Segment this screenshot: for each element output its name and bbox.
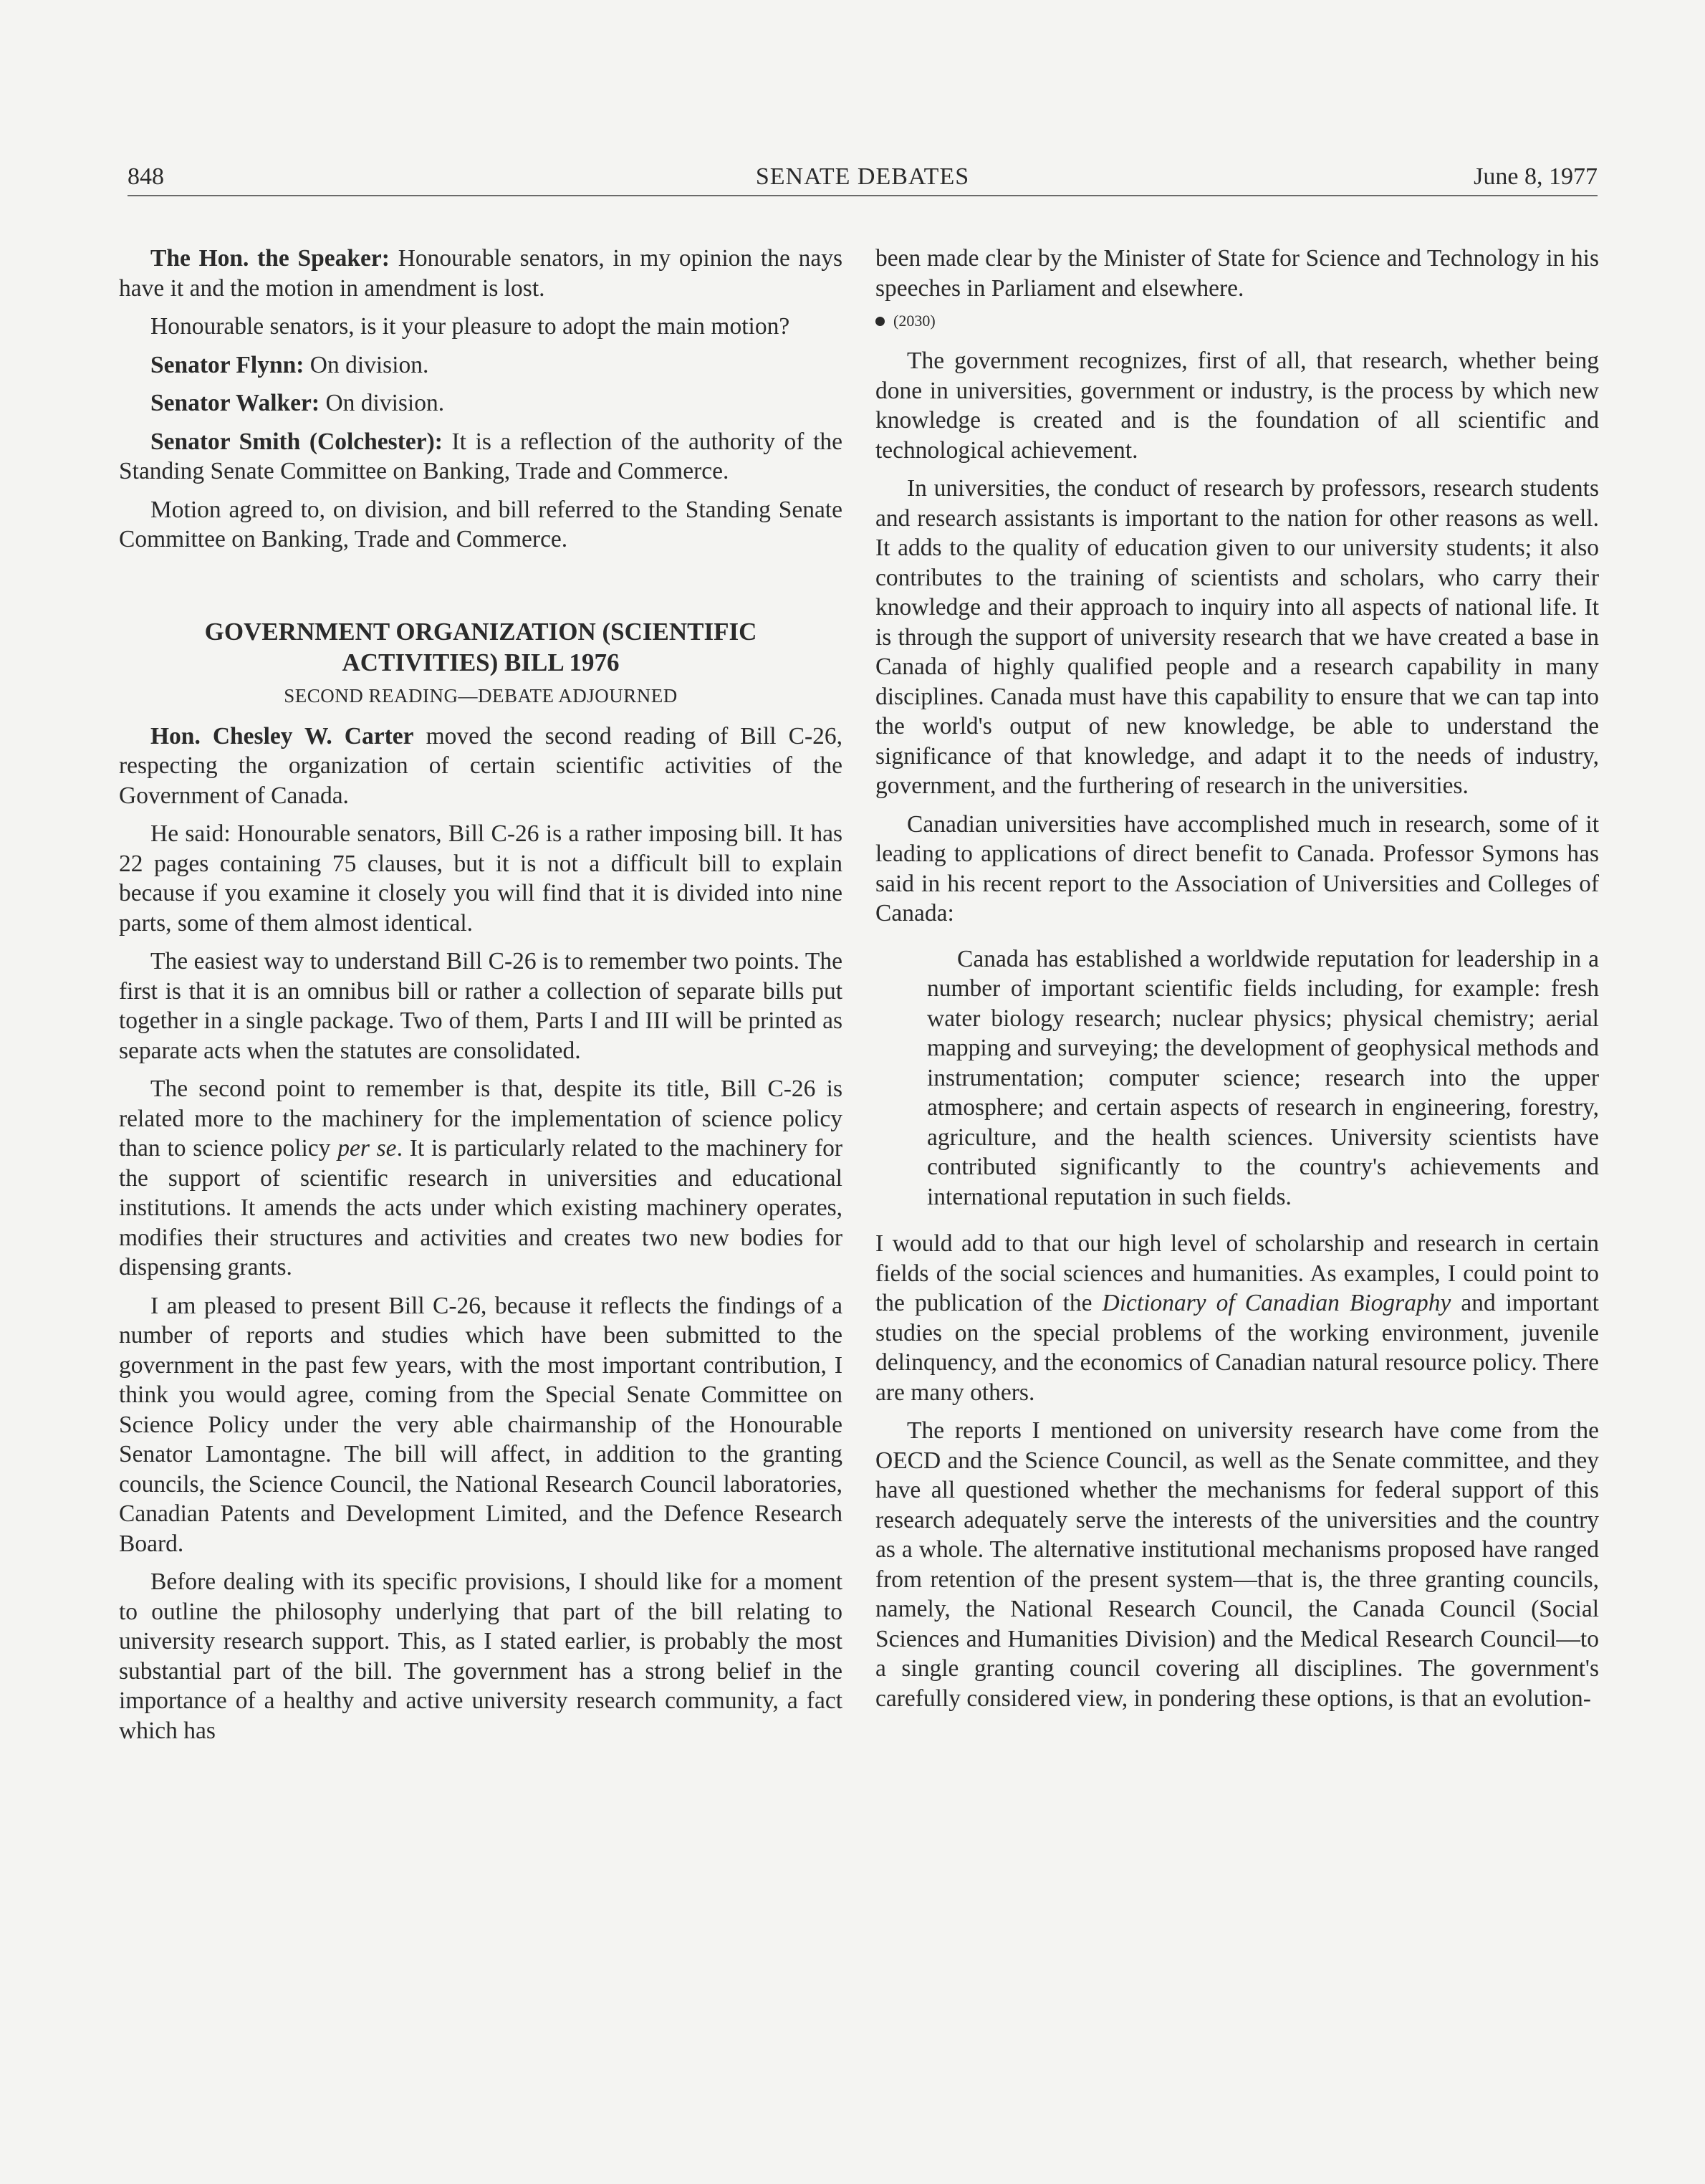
paragraph bbox=[119, 350, 842, 380]
paragraph: Motion agreed to, on division, and bill referred to the Standing Senate Committee on Banking, Trade and Commerce. bbox=[119, 496, 842, 552]
paragraph bbox=[119, 722, 842, 811]
speaker-name: The Hon. the Speaker: bbox=[150, 245, 390, 272]
italic-term: per se bbox=[337, 1135, 397, 1162]
speaker-name: Senator Flynn: bbox=[150, 351, 304, 378]
paragraph bbox=[119, 244, 842, 303]
text-run: . It is particularly related to the machinery for the support of scientific research in universities and educational institutions. It amends the acts under which existing machinery operates, modifies their structures and activities and creates two new bodies for dispensing grants. bbox=[119, 1135, 842, 1280]
text-run: The second point to remember is that, despite its title, Bill C-26 is related more to the machinery for the implementation of science policy than to science policy bbox=[119, 1076, 842, 1162]
speech-text: Honourable senators, in my opinion the nays have it and the motion in amendment is lost. bbox=[119, 245, 842, 302]
speaker-name: Hon. Chesley W. Carter bbox=[150, 722, 414, 749]
block-quote bbox=[927, 944, 1599, 1212]
bullet-icon bbox=[875, 317, 885, 326]
paragraph bbox=[119, 427, 842, 487]
page-header bbox=[128, 159, 1598, 196]
right-column bbox=[875, 244, 1599, 1722]
speech-text: On division. bbox=[304, 351, 429, 378]
text-run: I would add to that our high level of scholarship and research in certain fields of the social sciences and humanities. As examples, I could point to the publication of the bbox=[875, 1230, 1599, 1316]
paragraph: Canadian universities have accomplished much in research, some of it leading to applications of direct benefit to Canada. Professor Symons has said in his recent report to the Association of Universities and Colleges of Canada: bbox=[875, 810, 1599, 926]
speech-text: moved the second reading of Bill C-26, respecting the organization of certain scientific activities of the Government of Canada. bbox=[119, 722, 842, 809]
paragraph: been made clear by the Minister of State for Science and Technology in his speeches in Parliament and elsewhere. bbox=[875, 245, 1599, 302]
paragraph bbox=[119, 1074, 842, 1283]
paragraph: I am pleased to present Bill C-26, because it reflects the findings of a number of reports and studies which have been submitted to the government in the past few years, with the most important contribution, I think you would agree, coming from the Special Senate Committee on Science Policy under the very able chairmanship of the Honourable Senator Lamontagne. The bill will affect, in addition to the granting councils, the Science Council, the National Research Council laboratories, Canadian Patents and Development Limited, and the Defence Research Board. bbox=[119, 1292, 842, 1557]
publication-title: SENATE DEBATES bbox=[755, 163, 970, 190]
paragraph: He said: Honourable senators, Bill C-26 is a rather imposing bill. It has 22 pages containing 75 clauses, but it is not a difficult bill to explain because if you examine it closely you will find that it is divided into nine parts, some of them almost identical. bbox=[119, 820, 842, 937]
left-column bbox=[119, 244, 842, 1754]
page-number: 848 bbox=[128, 163, 164, 190]
paragraph: The government recognizes, first of all, that research, whether being done in universities, government or industry, is the process by which new knowledge is created and is the foundation of all scientific and technological achievement. bbox=[875, 348, 1599, 464]
paragraph: The reports I mentioned on university research have come from the OECD and the Science Council, as well as the Senate committee, and they have all questioned whether the mechanisms for federal support of this research adequately serve the interests of the universities and the country as a whole. The alternative institutional mechanisms proposed have ranged from retention of the present system—that is, the three granting councils, namely, the National Research Council, the Canada Council (Social Sciences and Humanities Division) and the Medical Research Council—to a single granting council covering all disciplines. The government's carefully considered view, in pondering these options, is that an evolution- bbox=[875, 1417, 1599, 1712]
time-marker-text: (2030) bbox=[893, 312, 936, 330]
text-run: and important studies on the special problems of the working environment, juvenile delinquency, and the economics of Canadian natural resource policy. There are many others. bbox=[875, 1290, 1599, 1406]
speaker-name: Senator Walker: bbox=[150, 390, 320, 416]
paragraph: Honourable senators, is it your pleasure to adopt the main motion? bbox=[150, 313, 790, 340]
paragraph bbox=[119, 388, 842, 418]
heading-line: GOVERNMENT ORGANIZATION (SCIENTIFIC bbox=[204, 617, 757, 646]
paragraph: The easiest way to understand Bill C-26 is to remember two points. The first is that it is an omnibus bill or rather a collection of separate bills put together in a single package. Two of them, Parts I and III will be printed as separate acts when the statutes are consolidated. bbox=[119, 948, 842, 1064]
paragraph: Before dealing with its specific provisions, I should like for a moment to outline the philosophy underlying that part of the bill relating to university research support. This, as I stated earlier, is probably the most substantial part of the bill. The government has a strong belief in the importance of a healthy and active university research community, a fact which has bbox=[119, 1568, 842, 1744]
speaker-name: Senator Smith (Colchester): bbox=[150, 428, 443, 455]
paragraph: In universities, the conduct of research by professors, research students and research assistants is important to the nation for other reasons as well. It adds to the quality of education given to our university students; it also contributes to the training of scientists and scholars, who carry their knowledge and their approach to inquiry into all aspects of national life. It is through the support of university research that we have created a base in Canada of highly qualified people and a research capability in many disciplines. Canada must have this capability to ensure that we can tap into the world's output of new knowledge, be able to understand the significance of that knowledge, and adapt it to the needs of industry, government, and the furthering of research in the universities. bbox=[875, 475, 1599, 799]
heading-line: ACTIVITIES) BILL 1976 bbox=[342, 648, 620, 676]
paragraph bbox=[875, 1229, 1599, 1407]
italic-title: Dictionary of Canadian Biography bbox=[1102, 1290, 1451, 1316]
speech-text: On division. bbox=[320, 390, 445, 416]
quote-text: Canada has established a worldwide reputation for leadership in a number of important scientific fields including, for example: fresh water biology research; nuclear physics; physical chemistry; aerial mapping and surveying; the development of geophysical methods and instrumentation; computer science; research into the upper atmosphere; and certain aspects of research in engineering, forestry, agriculture, and the health sciences. University scientists have contributed significantly to the country's achievements and international reputation in such fields. bbox=[927, 945, 1599, 1210]
section-subheading: SECOND READING—DEBATE ADJOURNED bbox=[284, 684, 678, 707]
page-date: June 8, 1977 bbox=[1474, 163, 1598, 190]
time-marker bbox=[875, 312, 1599, 330]
section-heading bbox=[119, 616, 842, 678]
speech-text: It is a reflection of the authority of the Standing Senate Committee on Banking, Trade and Commerce. bbox=[119, 428, 842, 484]
